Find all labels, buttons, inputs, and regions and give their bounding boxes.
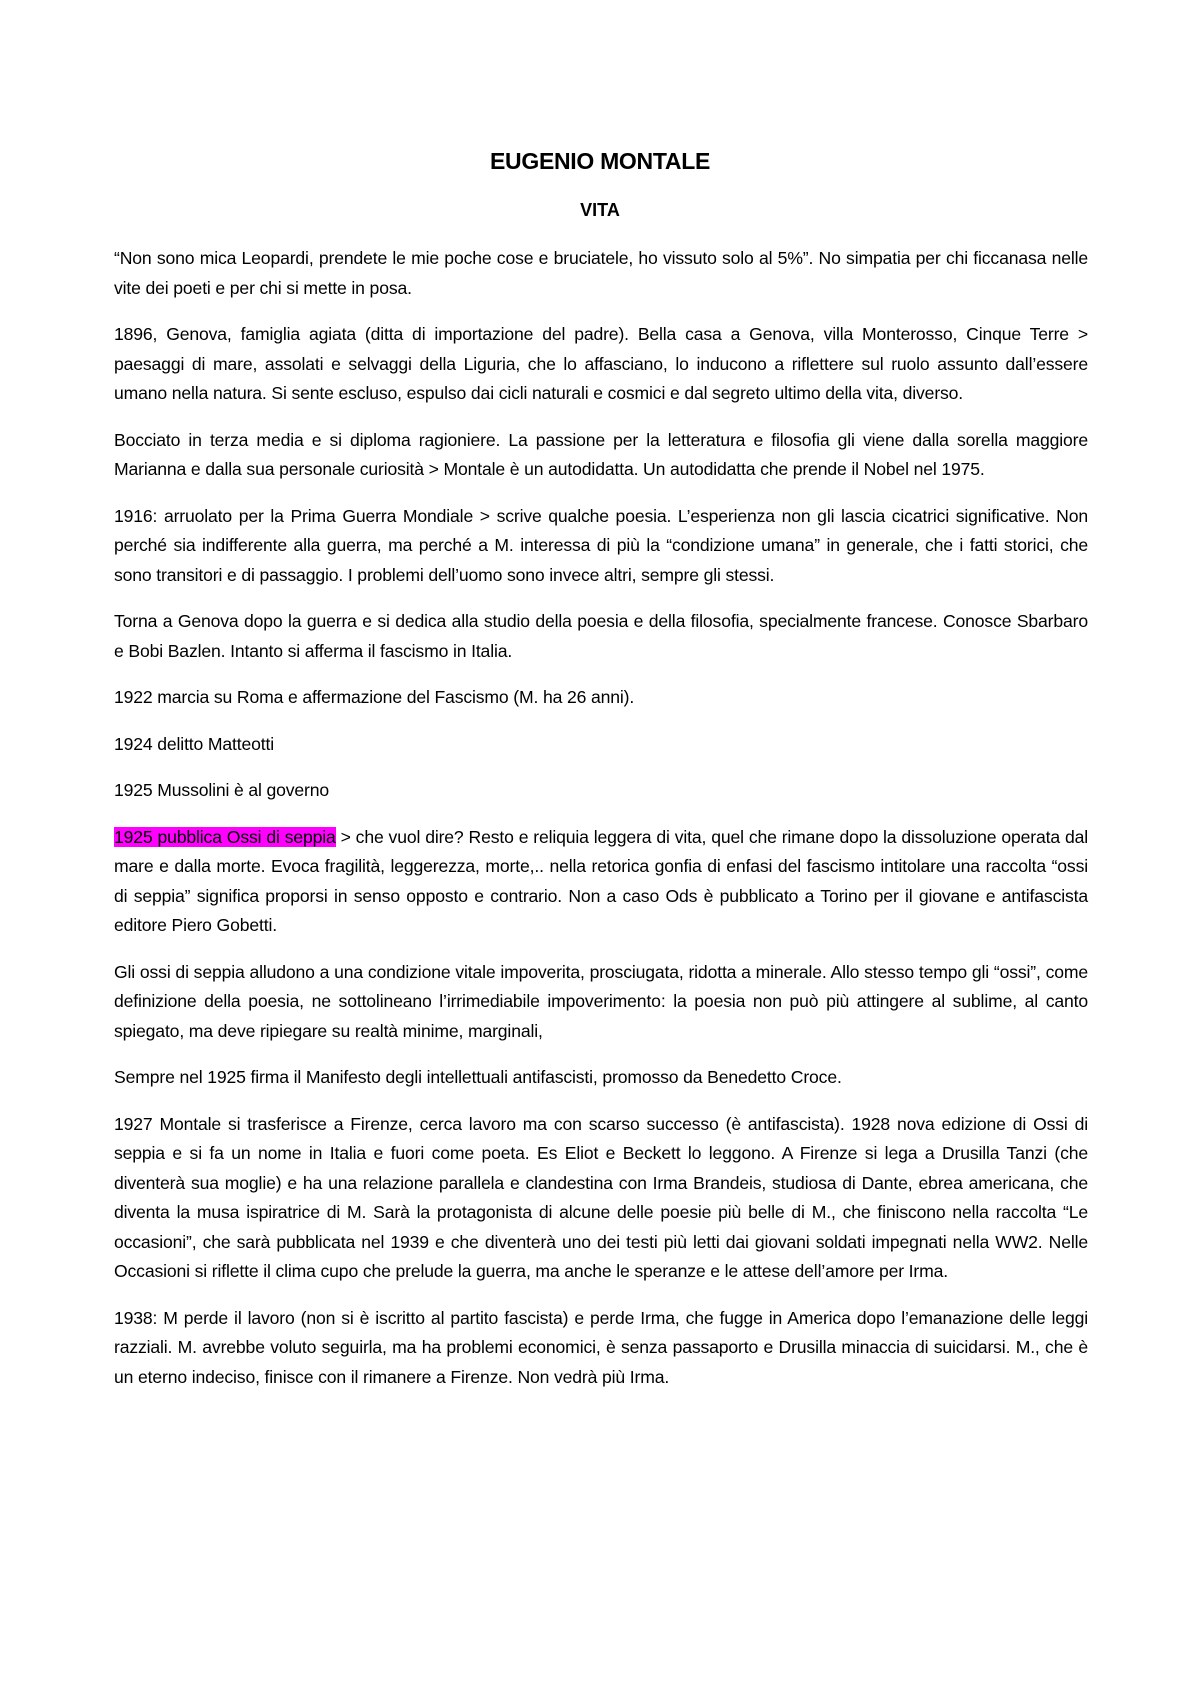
paragraph-manifesto	[114, 1063, 1088, 1093]
paragraph-education	[114, 426, 1088, 485]
paragraph-ossi-meaning	[114, 958, 1088, 1047]
paragraph-text: 1896, Genova, famiglia agiata (ditta di importazione del padre). Bella casa a Genova, villa Monterosso, Cinque Terre > paesaggi di mare, assolati e selvaggi della Liguria, che lo affasciano, lo inducono a riflettere sul ruolo assunto dall’essere umano nella natura. Si sente escluso, espulso dai cicli naturali e cosmici e dal segreto ultimo della vita, diverso.	[114, 324, 1088, 403]
document-title: EUGENIO MONTALE	[490, 148, 710, 174]
paragraph-text: 1916: arruolato per la Prima Guerra Mondiale > scrive qualche poesia. L’esperienza non gli lascia cicatrici significative. Non perché sia indifferente alla guerra, ma perché a M. interessa di più la “condizione umana” in generale, che i fatti storici, che sono transitori e di passaggio. I problemi dell’uomo sono invece altri, sempre gli stessi.	[114, 505, 1088, 585]
paragraph-text: “Non sono mica Leopardi, prendete le mie poche cose e bruciatele, ho vissuto solo al 5%”. No simpatia per chi ficcanasa nelle vite dei poeti e per chi si mette in posa.	[114, 248, 1088, 298]
paragraph-text: Gli ossi di seppia alludono a una condizione vitale impoverita, prosciugata, ridotta a minerale. Allo stesso tempo gli “ossi”, come definizione della poesia, ne sottolineano l’irrimediabile impoverimento: la poesia non può più attingere al sublime, al canto spiegato, ma deve ripiegare su realtà minime, marginali,	[114, 961, 1088, 1041]
section-heading: VITA	[580, 200, 620, 220]
paragraph-text: 1927 Montale si trasferisce a Firenze, cerca lavoro ma con scarso successo (è antifascista). 1928 nova edizione di Ossi di seppia e si fa un nome in Italia e fuori come poeta. Es Eliot e Beckett lo leggono. A Firenze si lega a Drusilla Tanzi (che diventerà sua moglie) e ha una relazione parallela e clandestina con Irma Brandeis, studiosa di Dante, ebrea americana, che diventa la musa ispiratrice di M. Sarà la protagonista di alcune delle poesie più belle di M., che finiscono nella raccolta “Le occasioni”, che sarà pubblicata nel 1939 e che diventerà uno dei testi più letti dai giovani soldati impegnati nella WW2. Nelle Occasioni si riflette il clima cupo che prelude la guerra, ma anche le speranze e le attese dell’amore per Irma.	[114, 1113, 1088, 1281]
paragraph-text: 1922 marcia su Roma e affermazione del Fascismo (M. ha 26 anni).	[114, 687, 635, 707]
paragraph-1924	[114, 730, 1088, 760]
paragraph-text: > che vuol dire? Resto e reliquia leggera di vita, quel che rimane dopo la dissoluzione operata dal mare e dalla morte. Evoca fragilità, leggerezza, morte,.. nella retorica gonfia di enfasi del fascismo intitolare una raccolta “ossi di seppia” significa proporsi in senso opposto e contrario. Non a caso Ods è pubblicato a Torino per il giovane e antifascista editore Piero Gobetti.	[114, 826, 1088, 935]
highlighted-text: 1925 pubblica Ossi di seppia	[114, 826, 336, 847]
paragraph-ossi-di-seppia	[114, 823, 1088, 941]
paragraph-text: 1925 Mussolini è al governo	[114, 780, 330, 800]
paragraph-1938	[114, 1304, 1088, 1393]
paragraph-text: Sempre nel 1925 firma il Manifesto degli intellettuali antifascisti, promosso da Benedetto Croce.	[114, 1067, 842, 1087]
paragraph-quote	[114, 244, 1088, 303]
paragraph-genova	[114, 607, 1088, 666]
paragraph-text: Bocciato in terza media e si diploma ragioniere. La passione per la letteratura e filosofia gli viene dalla sorella maggiore Marianna e dalla sua personale curiosità > Montale è un autodidatta. Un autodidatta che prende il Nobel nel 1975.	[114, 429, 1088, 479]
paragraph-1916	[114, 502, 1088, 591]
paragraph-1896	[114, 320, 1088, 409]
document-body	[114, 244, 1088, 1409]
paragraph-text: Torna a Genova dopo la guerra e si dedica alla studio della poesia e della filosofia, specialmente francese. Conosce Sbarbaro e Bobi Bazlen. Intanto si afferma il fascismo in Italia.	[114, 611, 1088, 661]
paragraph-text: 1938: M perde il lavoro (non si è iscritto al partito fascista) e perde Irma, che fugge in America dopo l’emanazione delle leggi razziali. M. avrebbe voluto seguirla, ma ha problemi economici, è senza passaporto e Drusilla minaccia di suicidarsi. M., che è un eterno indeciso, finisce con il rimanere a Firenze. Non vedrà più Irma.	[114, 1307, 1088, 1387]
paragraph-1927	[114, 1110, 1088, 1287]
paragraph-1925-government	[114, 776, 1088, 806]
paragraph-text: 1924 delitto Matteotti	[114, 733, 275, 754]
paragraph-1922	[114, 683, 1088, 713]
